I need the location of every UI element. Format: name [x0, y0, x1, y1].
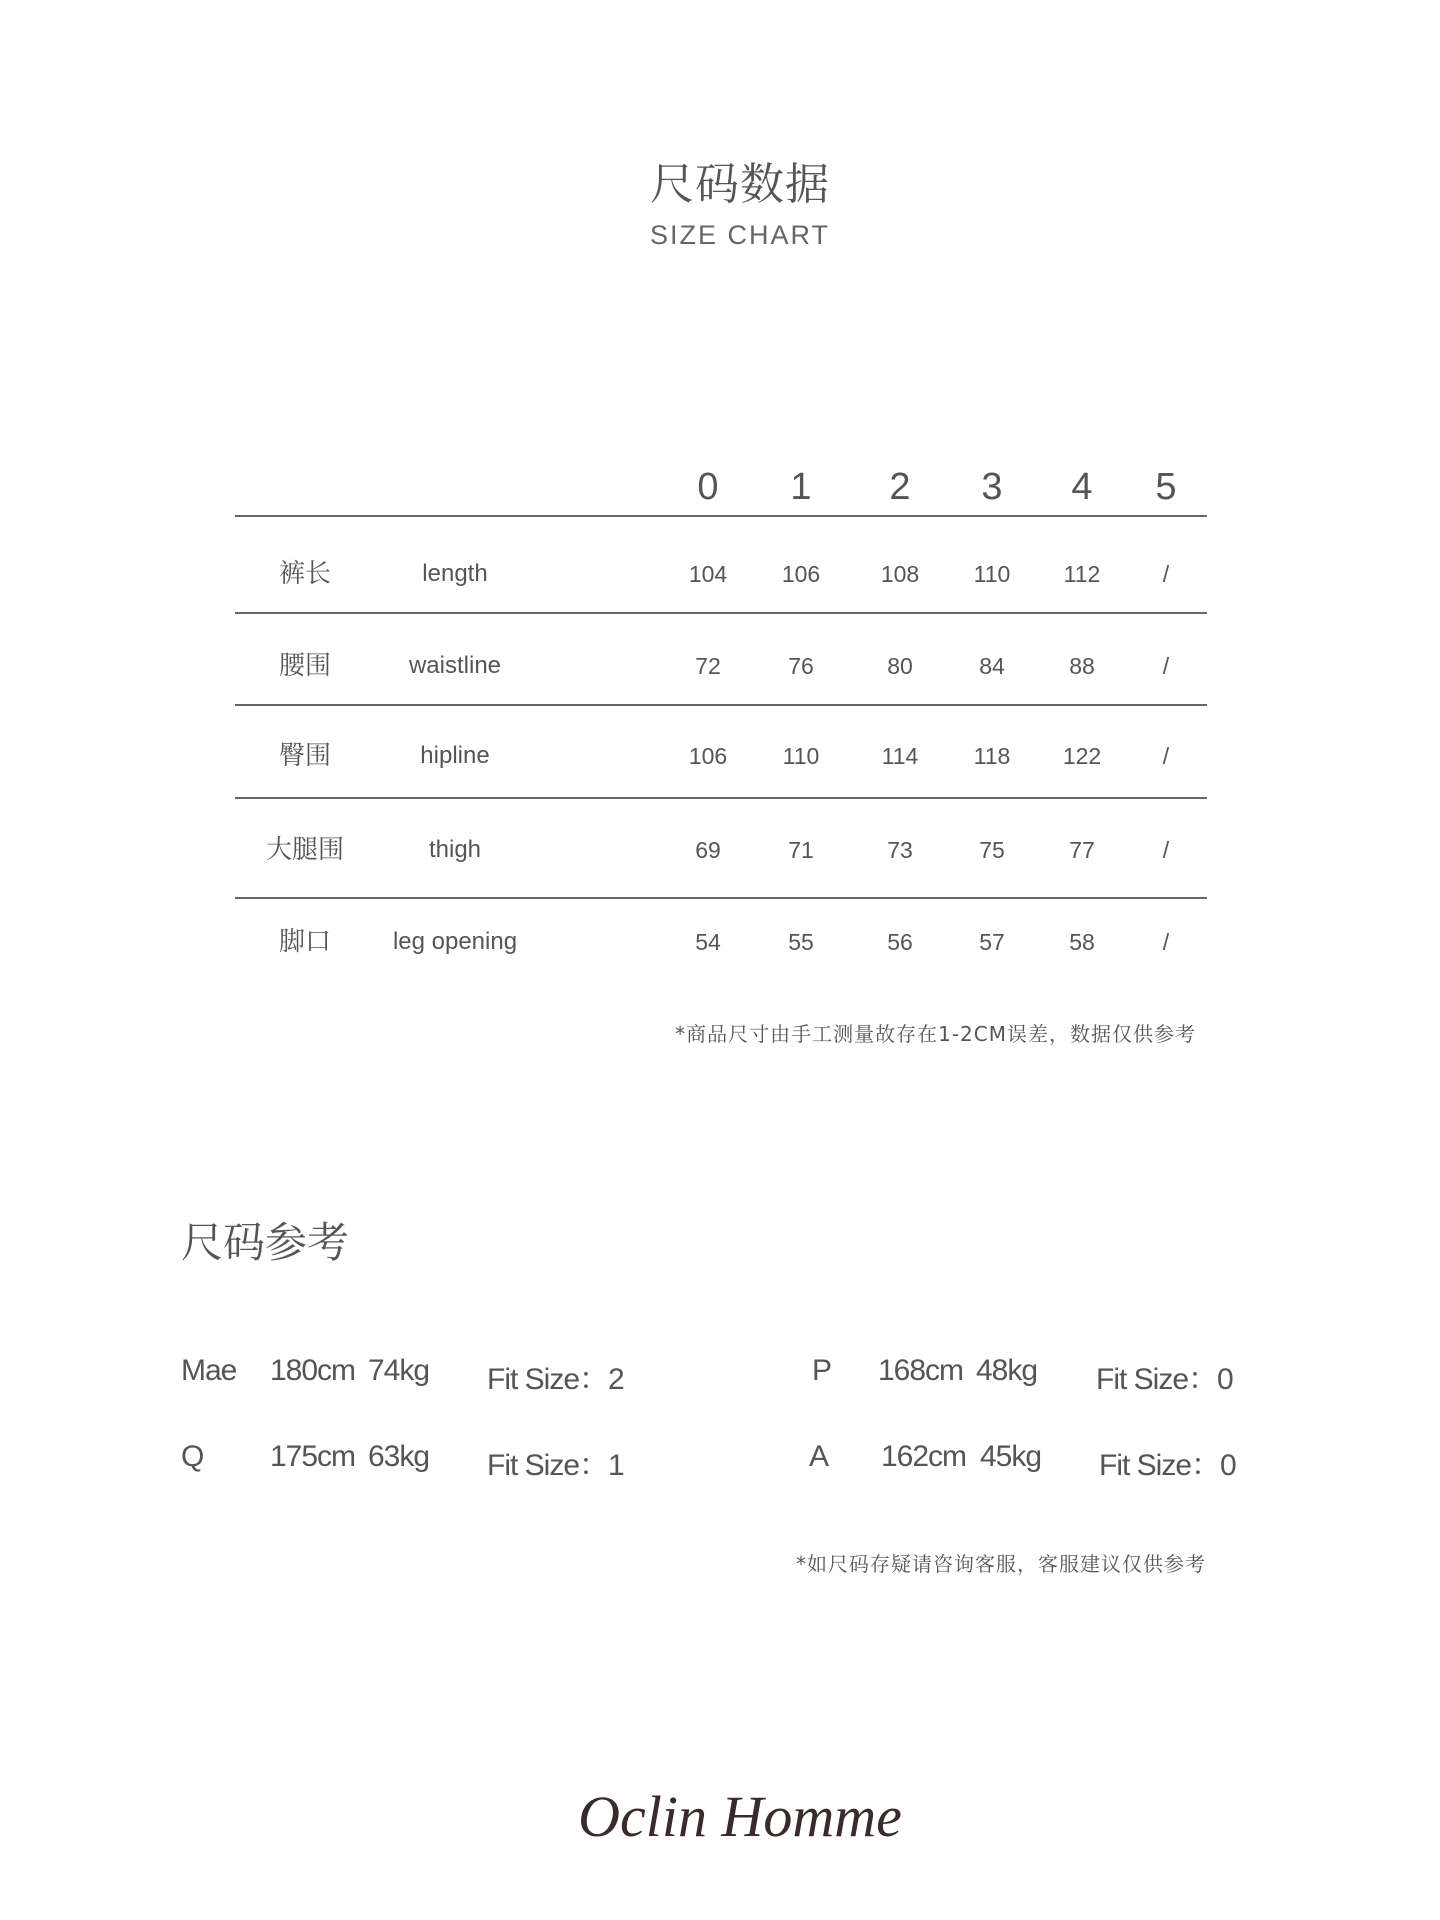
table-cell: 114	[881, 743, 919, 769]
table-cell: 122	[1062, 743, 1102, 769]
row-label-cn: 腰围	[278, 651, 331, 681]
model-name: P	[812, 1354, 832, 1387]
table-row	[0, 710, 1440, 802]
model-height: 162cm	[881, 1440, 967, 1473]
row-label-en: hipline	[420, 742, 490, 769]
table-cell: /	[1162, 653, 1170, 679]
table-cell: /	[1162, 561, 1170, 587]
table-cell: 72	[695, 653, 721, 679]
size-header-3: 3	[981, 466, 1003, 508]
size-header-1: 1	[790, 466, 812, 508]
table-cell: 88	[1069, 653, 1095, 679]
model-fit-size: Fit Size：0	[1096, 1363, 1233, 1396]
table-cell: 58	[1069, 929, 1095, 955]
model-fit-size: Fit Size：0	[1099, 1449, 1236, 1482]
table-cell: 77	[1069, 837, 1095, 863]
table-cell: 69	[695, 837, 721, 863]
table-divider	[235, 704, 1207, 706]
page-subtitle: SIZE CHART	[649, 220, 831, 250]
table-cell: 106	[781, 561, 821, 587]
model-weight: 63kg	[368, 1440, 430, 1473]
table-cell: 106	[688, 743, 728, 769]
table-cell: 84	[979, 653, 1005, 679]
model-name: A	[809, 1440, 829, 1473]
model-name: Mae	[181, 1354, 237, 1387]
size-header-4: 4	[1071, 466, 1093, 508]
table-cell: 110	[782, 743, 820, 769]
table-cell: /	[1162, 929, 1170, 955]
row-label-cn: 脚口	[278, 927, 331, 957]
model-height: 175cm	[270, 1440, 356, 1473]
table-row	[0, 804, 1440, 896]
model-weight: 74kg	[368, 1354, 430, 1387]
row-label-cn: 臀围	[278, 741, 331, 771]
table-cell: 104	[688, 561, 728, 587]
reference-note: *如尺码存疑请咨询客服，客服建议仅供参考	[796, 1552, 1206, 1576]
table-cell: 71	[788, 837, 814, 863]
table-cell: 108	[880, 561, 920, 587]
table-divider	[235, 515, 1207, 517]
page-title: 尺码数据	[650, 159, 830, 210]
table-row	[0, 528, 1440, 620]
table-cell: 54	[695, 929, 721, 955]
brand-logo-text: Oclin Homme	[578, 1784, 902, 1849]
size-header-0: 0	[697, 466, 719, 508]
table-row	[0, 620, 1440, 712]
table-cell: 112	[1063, 561, 1101, 587]
model-weight: 48kg	[976, 1354, 1038, 1387]
brand-logo	[0, 1770, 1440, 1864]
model-fit-size: Fit Size：1	[487, 1449, 624, 1482]
table-cell: /	[1162, 743, 1170, 769]
model-weight: 45kg	[980, 1440, 1042, 1473]
table-cell: /	[1162, 837, 1170, 863]
table-cell: 75	[979, 837, 1005, 863]
brand-logo-mark	[530, 1770, 950, 1860]
row-label-en: thigh	[428, 836, 482, 863]
model-height: 180cm	[270, 1354, 356, 1387]
table-cell: 56	[887, 929, 913, 955]
row-label-en: leg opening	[392, 928, 518, 955]
model-height: 168cm	[878, 1354, 964, 1387]
row-label-cn: 裤长	[278, 559, 331, 589]
measurement-note: *商品尺寸由手工测量故存在1-2CM误差，数据仅供参考	[675, 1022, 1196, 1046]
table-cell: 57	[979, 929, 1005, 955]
table-divider	[235, 797, 1207, 799]
reference-title: 尺码参考	[181, 1218, 350, 1267]
model-name: Q	[181, 1440, 204, 1473]
table-cell: 80	[887, 653, 913, 679]
table-cell: 55	[788, 929, 814, 955]
row-label-en: length	[422, 560, 488, 587]
table-cell: 73	[887, 837, 913, 863]
model-fit-size: Fit Size：2	[487, 1363, 624, 1396]
table-cell: 110	[973, 561, 1011, 587]
table-row	[0, 896, 1440, 988]
size-header-2: 2	[889, 466, 911, 508]
table-cell: 118	[973, 743, 1011, 769]
size-header-5: 5	[1155, 466, 1177, 508]
table-divider	[235, 612, 1207, 614]
table-cell: 76	[788, 653, 814, 679]
row-label-cn: 大腿围	[265, 835, 344, 865]
row-label-en: waistline	[408, 652, 502, 679]
